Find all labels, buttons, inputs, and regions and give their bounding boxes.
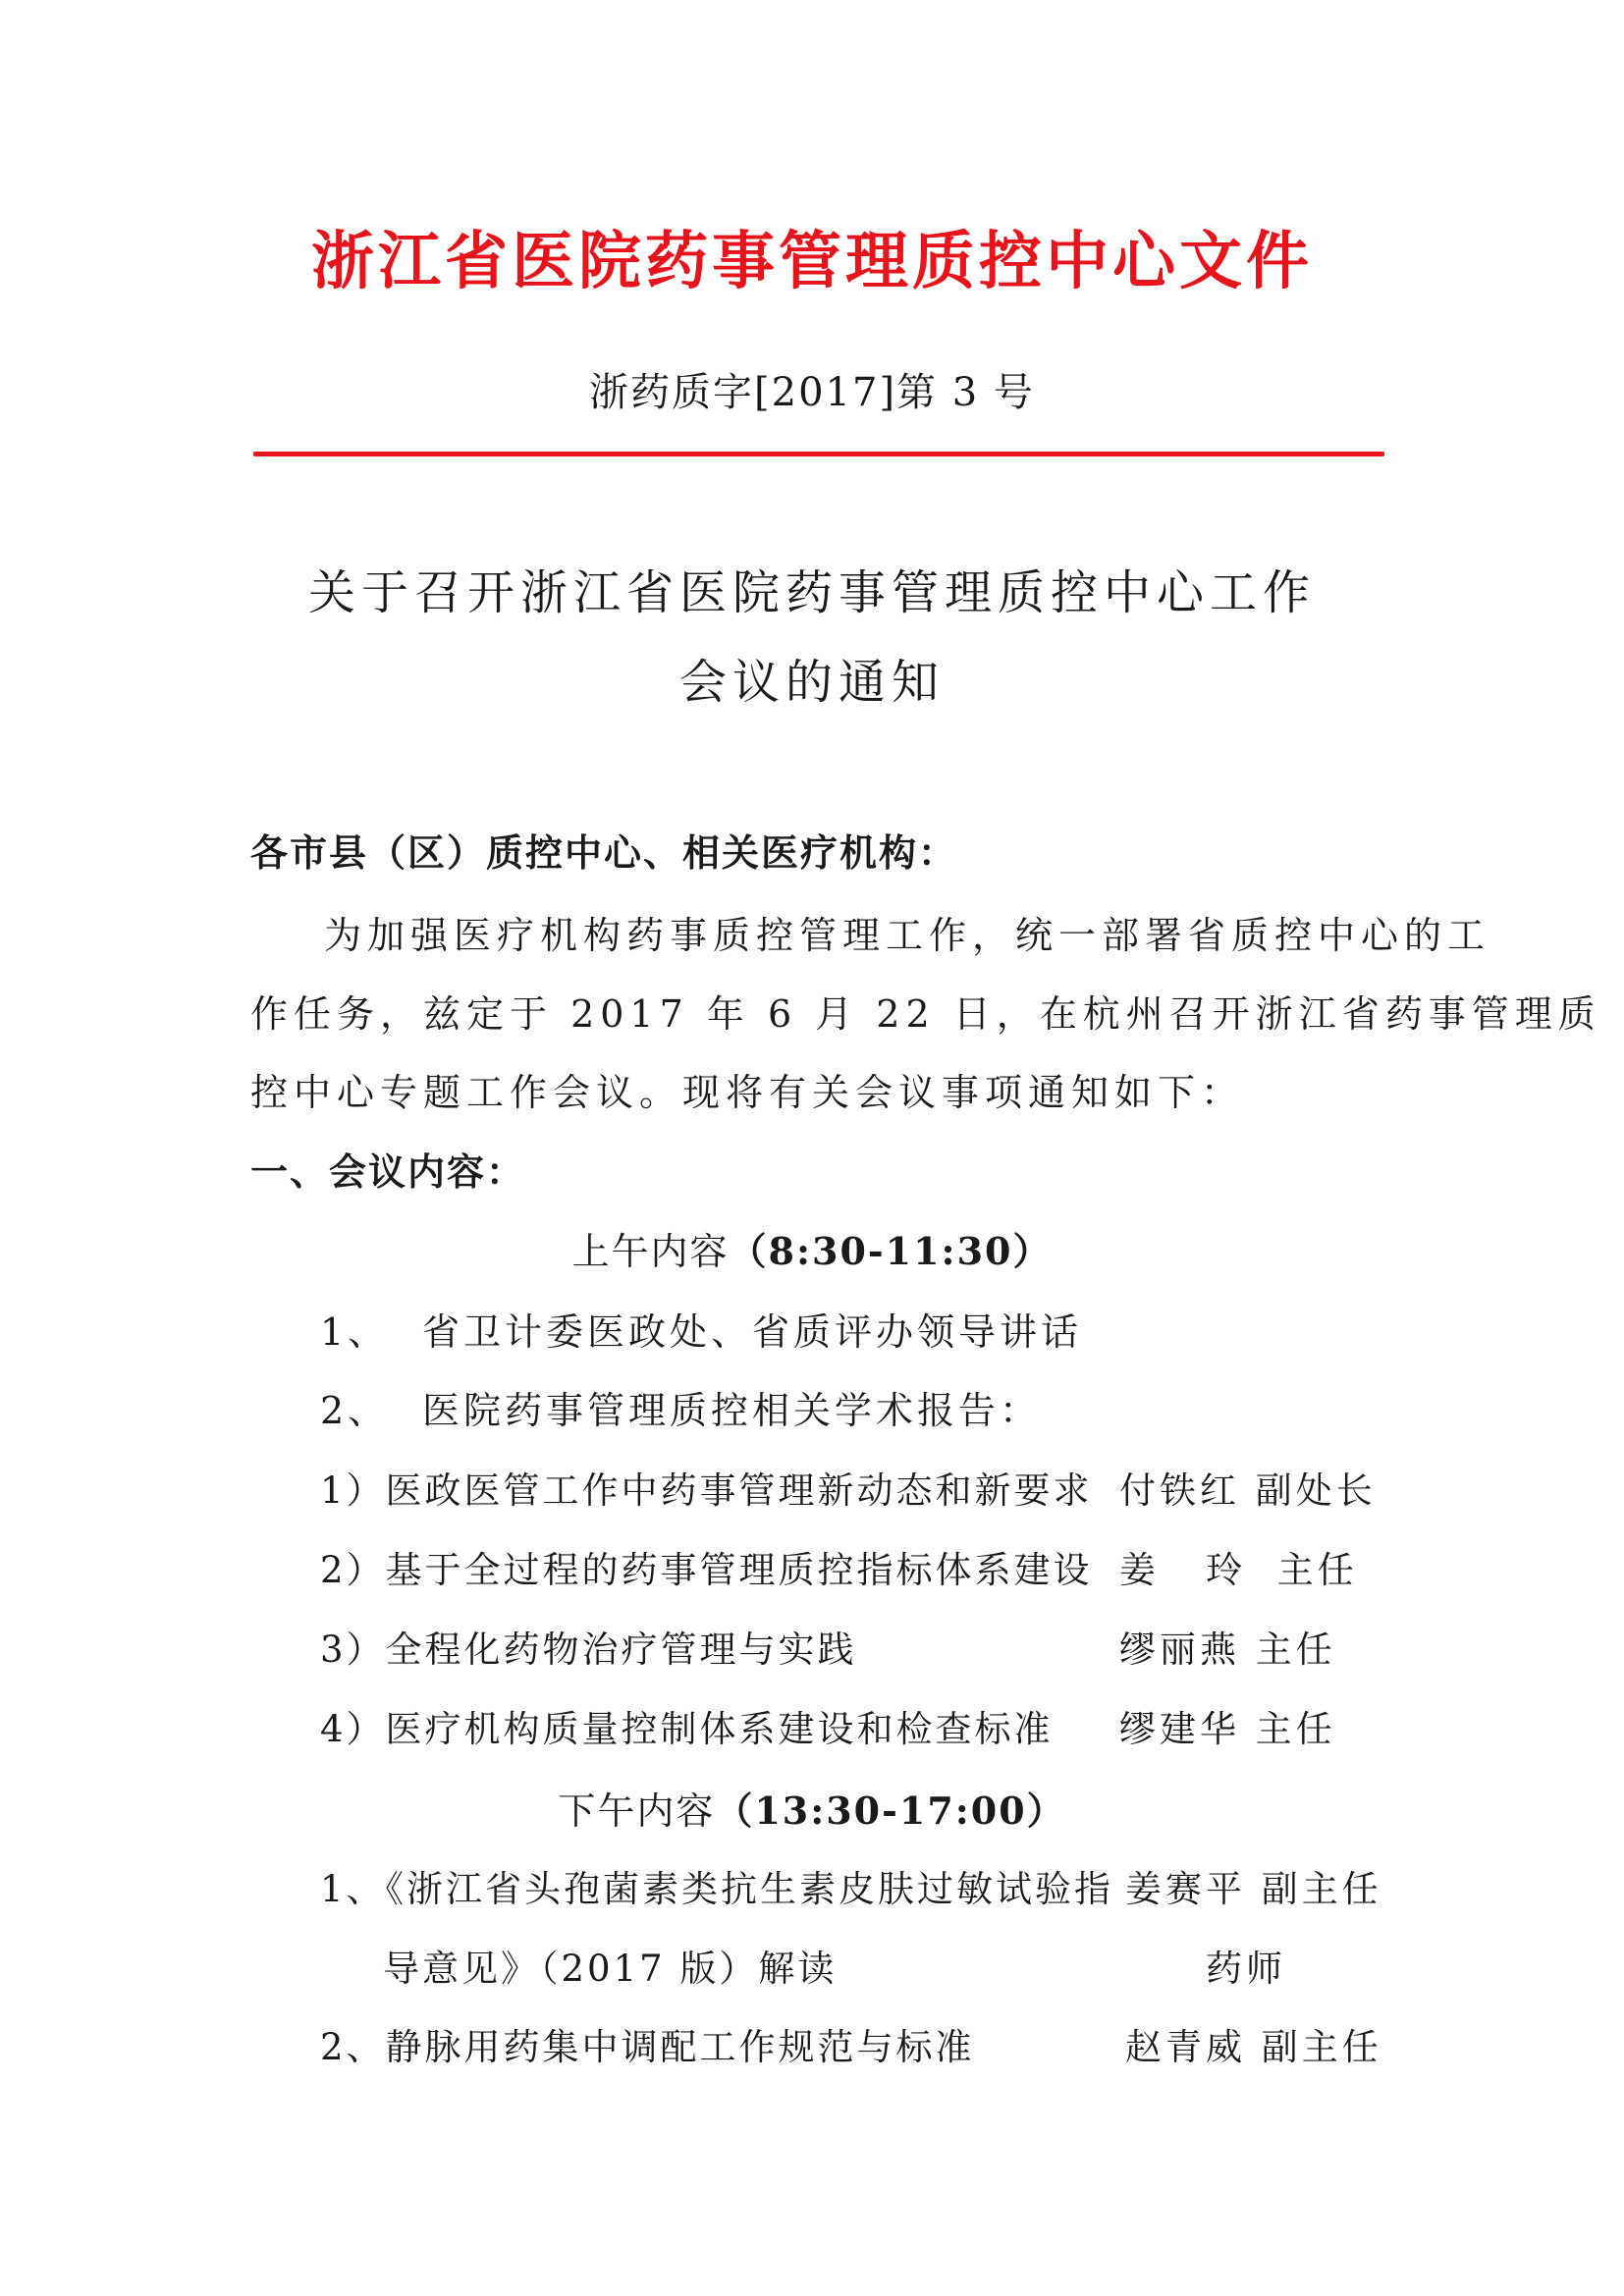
header-divider: [253, 452, 1384, 456]
document-header-title: 浙江省医院药事管理质控中心文件: [311, 226, 1313, 298]
report-speaker: 付铁红 副处长: [1119, 1469, 1377, 1512]
recipient-line: 各市县（区）质控中心、相关医疗机构：: [250, 831, 958, 875]
afternoon-item-speaker: 姜赛平 副主任: [1125, 1868, 1382, 1910]
report-title: 4）医疗机构质量控制体系建设和检查标准: [320, 1708, 1054, 1750]
agenda-item-number: 1、: [320, 1310, 390, 1354]
paragraph-line: 作任务，兹定于 2017 年 6 月 22 日，在杭州召开浙江省药事管理质: [250, 992, 1601, 1036]
paragraph-line: 为加强医疗机构药事质控管理工作，统一部署省质控中心的工: [324, 914, 1491, 957]
report-speaker: 缪建华 主任: [1119, 1708, 1336, 1750]
notice-title-line-2: 会议的通知: [678, 655, 945, 710]
section-heading-meeting-content: 一、会议内容：: [250, 1150, 526, 1194]
afternoon-session-heading: [0, 1781, 1624, 1835]
report-speaker: 缪丽燕 主任: [1119, 1629, 1336, 1671]
agenda-item-number: 2、: [320, 1389, 390, 1432]
morning-session-label: 上午内容: [571, 1230, 730, 1273]
afternoon-item-speaker: 赵青威 副主任: [1125, 2026, 1382, 2068]
afternoon-item-title-continued: 导意见》（2017 版）解读: [383, 1948, 838, 1990]
afternoon-item-speaker-continued: 药师: [1206, 1948, 1286, 1990]
afternoon-item-title: 2、静脉用药集中调配工作规范与标准: [320, 2026, 975, 2068]
agenda-item-text: 省卫计委医政处、省质评办领导讲话: [422, 1310, 1083, 1354]
paragraph-line: 控中心专题工作会议。现将有关会议事项通知如下：: [250, 1071, 1245, 1114]
afternoon-session-label: 下午内容: [558, 1789, 716, 1833]
report-title: 3）全程化药物治疗管理与实践: [320, 1629, 857, 1671]
notice-title-line-1: 关于召开浙江省医院药事管理质控中心工作: [307, 565, 1316, 620]
agenda-item-text: 医院药事管理质控相关学术报告：: [422, 1389, 1042, 1432]
morning-session-heading: [0, 1221, 1624, 1275]
afternoon-item-title: 1、《浙江省头孢菌素类抗生素皮肤过敏试验指: [320, 1868, 1114, 1910]
document-number: 浙药质字[2017]第 3 号: [589, 370, 1035, 415]
morning-session-time: （8:30-11:30）: [729, 1229, 1053, 1273]
afternoon-session-time: （13:30-17:00）: [715, 1789, 1066, 1833]
report-title: 2）基于全过程的药事管理质控指标体系建设: [320, 1549, 1093, 1591]
report-title: 1）医政医管工作中药事管理新动态和新要求: [320, 1469, 1093, 1512]
report-speaker: 姜 玲 主任: [1119, 1549, 1358, 1591]
